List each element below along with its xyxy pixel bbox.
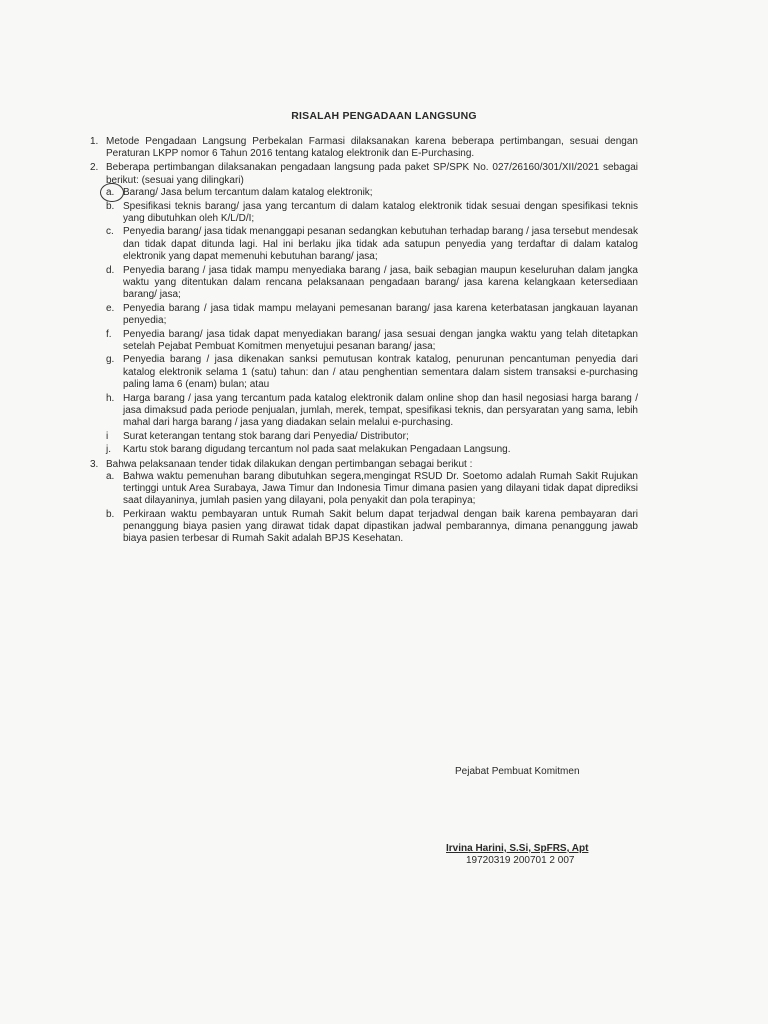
sublist-item: [106, 201, 638, 225]
sublist-text: Penyedia barang / jasa tidak mampu melayani pemesanan barang/ jasa karena keterbatasan jangkauan layanan penyedia;: [123, 302, 638, 326]
item-number: 3.: [90, 458, 99, 470]
sublist-text: Bahwa waktu pemenuhan barang dibutuhkan segera,mengingat RSUD Dr. Soetomo adalah Rumah Sakit Rujukan tertinggi untuk Area Surabaya, Jawa Timur dan Indonesia Timur dimana pasien yang dilayani tidak dapat diprediksi saat dilayaninya, jumlah pasien yang dilayani, pola penyakit dan pola terapinya;: [123, 470, 638, 507]
sublist-item: [106, 265, 638, 302]
item-text: Metode Pengadaan Langsung Perbekalan Farmasi dilaksanakan karena beberapa pertimbangan, sesuai dengan Peraturan LKPP nomor 6 Tahun 2016 tentang katalog elektronik dan E-Purchasing.: [106, 136, 638, 160]
sublist-label: j.: [106, 444, 111, 456]
sublist-label: f.: [106, 328, 112, 340]
sublist-2: [106, 187, 638, 457]
sublist-label: d.: [106, 264, 115, 276]
sublist-text: Penyedia barang/ jasa tidak menanggapi pesanan sedangkan kebutuhan terhadap barang / jasa tersebut mendesak dan tidak dapat ditunda lagi. Hal ini berlaku jika tidak ada satupun penyedia yang terdaftar di dalam katalog elektronik yang dapat memenuhi kebutuhan barang/ jasa;: [123, 226, 638, 262]
sublist-label: h.: [106, 392, 115, 404]
sublist-label: b.: [106, 508, 115, 520]
sublist-label: g.: [106, 354, 115, 366]
sublist-item: [106, 354, 638, 391]
sublist-item: [106, 303, 638, 327]
sublist-label: a.: [106, 470, 115, 482]
sublist-item: [106, 444, 638, 456]
item-text: Beberapa pertimbangan dilaksanakan pengadaan langsung pada paket SP/SPK No. 027/26160/301/XII/2021 sebagai berikut: (sesuai yang dilingkari): [106, 162, 638, 186]
sublist-3: [106, 471, 638, 546]
item-text: Bahwa pelaksanaan tender tidak dilakukan dengan pertimbangan sebagai berikut :: [106, 458, 473, 470]
sublist-item: [106, 329, 638, 353]
document-body: [90, 136, 638, 547]
signatory-nip: 19720319 200701 2 007: [466, 855, 575, 866]
sublist-item: [106, 226, 638, 263]
sublist-label: c.: [106, 226, 114, 238]
sublist-text: Spesifikasi teknis barang/ jasa yang tercantum di dalam katalog elektronik tidak sesuai dengan spesifikasi teknis yang dibutuhkan oleh K/L/D/I;: [123, 200, 638, 224]
sublist-text: Penyedia barang / jasa dikenakan sanksi pemutusan kontrak katalog, penurunan pencantuman penyedia dari katalog elektronik selama 1 (satu) tahun: dan / atau penghentian sementara dalam sistem transaksi e-purchasing paling lama 6 (enam) bulan; atau: [123, 354, 638, 390]
sublist-label: i: [106, 430, 109, 442]
item-number: 1.: [90, 136, 99, 147]
sublist-label-circled: a.: [106, 187, 123, 199]
sublist-label: e.: [106, 302, 115, 314]
sublist-item: [106, 431, 638, 443]
sublist-text: Perkiraan waktu pembayaran untuk Rumah Sakit belum dapat terjadwal dengan baik karena pembayaran dari penanggung biaya pasien yang dirawat tidak dapat dipastikan jadwal pembarannya, dimana penanggung jawab biaya pasien terbesar di Rumah Sakit adalah BPJS Kesehatan.: [123, 508, 638, 545]
sublist-item: [106, 187, 638, 199]
sublist-text: Penyedia barang/ jasa tidak dapat menyediakan barang/ jasa sesuai dengan jangka waktu yang telah ditetapkan setelah Pejabat Pembuat Komitmen menyetujui pesanan barang/ jasa;: [123, 328, 638, 352]
signatory-role: Pejabat Pembuat Komitmen: [455, 766, 580, 777]
sublist-text: Kartu stok barang digudang tercantum nol pada saat melakukan Pengadaan Langsung.: [123, 444, 511, 456]
sublist-text: Barang/ Jasa belum tercantum dalam katalog elektronik;: [123, 186, 373, 198]
sublist-text: Penyedia barang / jasa tidak mampu menyediaka barang / jasa, baik sebagian maupun keseluruhan dalam jangka waktu yang ditentukan dalam rencana pelaksanaan pengadaan barang/ jasa karena kelangkaan ketersediaan barang/ jasa;: [123, 264, 638, 300]
list-item-3: [90, 459, 638, 471]
document-title: RISALAH PENGADAAN LANGSUNG: [291, 110, 477, 122]
sublist-item: [106, 393, 638, 430]
signatory-name: Irvina Harini, S.Si, SpFRS, Apt: [446, 843, 589, 854]
circle-mark-icon: [100, 183, 124, 202]
sublist-item: [106, 509, 638, 546]
sublist-label: b.: [106, 200, 115, 212]
item-number: 2.: [90, 162, 99, 174]
list-item-1: [90, 136, 638, 160]
list-item-2: [90, 162, 638, 186]
sublist-item: [106, 471, 638, 508]
sublist-text: Harga barang / jasa yang tercantum pada katalog elektronik dalam online shop dan hasil negosiasi harga barang / jasa dimaksud pada periode penjualan, jumlah, merek, tempat, spesifikasi teknis, dan persyaratan yang sama, lebih mahal dari harga barang / jasa yang diadakan selain melalui e-purchasing.: [123, 392, 638, 428]
sublist-text: Surat keterangan tentang stok barang dari Penyedia/ Distributor;: [123, 430, 409, 442]
